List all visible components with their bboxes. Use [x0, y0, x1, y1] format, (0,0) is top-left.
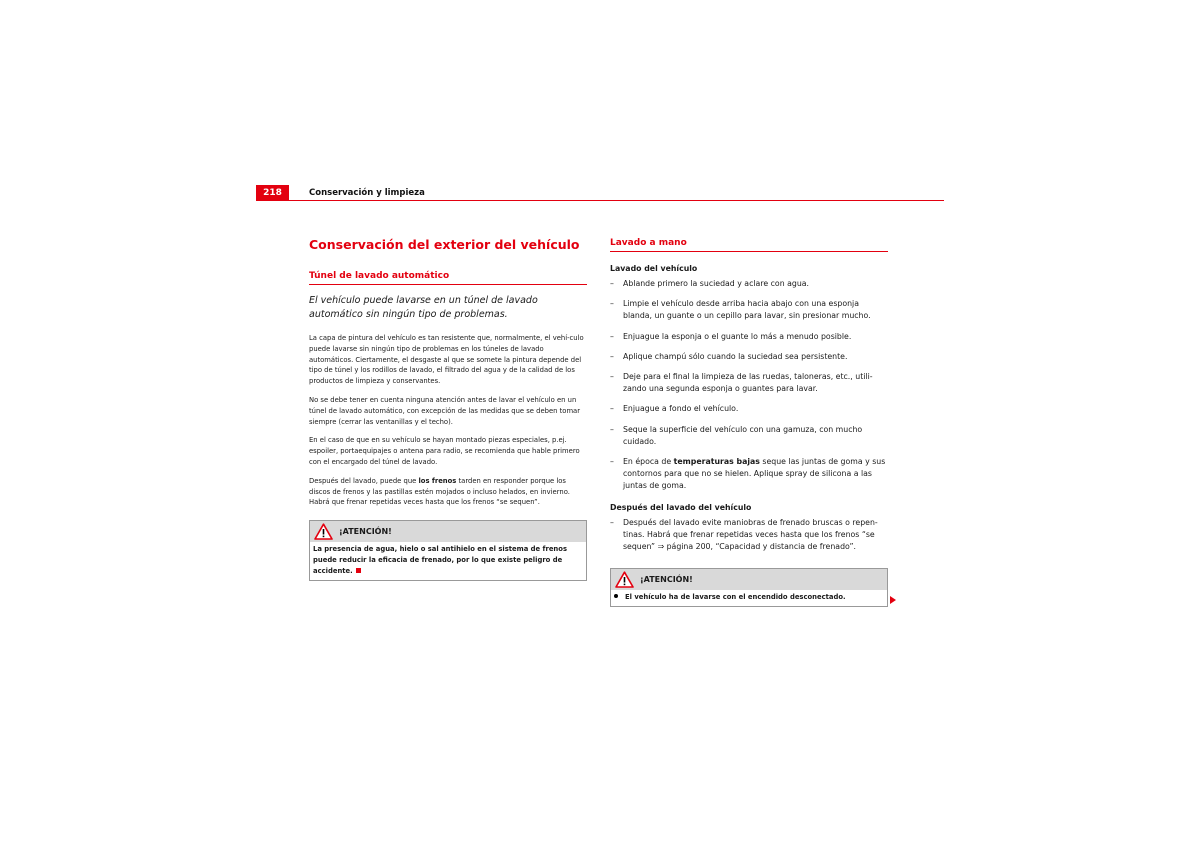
text-run: En época de [623, 457, 674, 467]
list-item: – Seque la superficie del vehículo con una gamuza, con mucho cuidado. [610, 424, 888, 448]
warning-text: La presencia de agua, hielo o sal antihielo en el sistema de frenos puede reducir la eficacia de frenado, por lo que existe peligro de accidente. [313, 545, 567, 576]
warning-box [309, 520, 587, 581]
text-run: Después del lavado, puede que [309, 476, 419, 485]
text-run: seque las juntas de goma y sus contornos para que no se hielen. Aplique spray de silicona a las juntas de goma. [623, 457, 886, 491]
list-item: – Enjuague a fondo el vehículo. [610, 403, 888, 415]
subheading-despues: Después del lavado del vehículo [610, 502, 752, 512]
list-item [610, 456, 888, 493]
warning-triangle-icon [615, 571, 634, 588]
list-item: – Deje para el final la limpieza de las ruedas, taloneras, etc., utili-zando una segunda esponja o guantes para lavar. [610, 371, 888, 395]
paragraph: No se debe tener en cuenta ninguna atención antes de lavar el vehículo en un túnel de lavado automático, con excepción de las medidas que se deben tomar siempre (cerrar las ventanillas y el techo). [309, 395, 581, 426]
paragraph-brakes [309, 476, 587, 508]
warning-body [310, 542, 586, 580]
paragraph: La capa de pintura del vehículo es tan resistente que, normalmente, el vehí-culo puede lavarse sin ningún tipo de problemas en los túneles de lavado automáticos. Ciertamente, el desgaste al que se somete la pintura depende del tipo de túnel y los rodillos de lavado, el filtrado del agua y de la calidad de los productos de limpieza y conservantes. [309, 334, 584, 386]
chapter-title: Conservación del exterior del vehículo [309, 237, 580, 252]
warning-title: ¡ATENCIÓN! [339, 527, 392, 537]
left-column [309, 232, 587, 581]
warning-box [610, 568, 888, 607]
list-item: – Después del lavado evite maniobras de frenado bruscas o repen-tinas. Habrá que frenar repetidas veces hasta que los frenos “se sequen” ⇒ página 200, “Capacidad y distancia de frenado”. [610, 517, 888, 554]
header-rule [256, 200, 944, 201]
list-item: – Ablande primero la suciedad y aclare con agua. [610, 278, 888, 290]
after-wash-list [610, 517, 888, 554]
end-square-icon [356, 568, 361, 573]
steps-list [610, 278, 888, 493]
warning-title: ¡ATENCIÓN! [640, 575, 693, 585]
running-header: Conservación y limpieza [309, 188, 425, 198]
next-page-arrow-icon [890, 596, 896, 604]
subheading-lavado: Lavado del vehículo [610, 264, 698, 273]
text-run: tarden en responder porque los discos de frenos y las pastillas estén mojados o incluso helados, en invierno. Habrá que frenar repetidas veces hasta que los frenos “se sequen”. [309, 476, 570, 507]
intro-text: El vehículo puede lavarse en un túnel de lavado automático sin ningún tipo de problemas. [309, 295, 538, 320]
paragraph: En el caso de que en su vehículo se hayan montado piezas especiales, p.ej. espoiler, portaequipajes o antena para radio, se recomienda que hable primero con el encargado del túnel de lavado. [309, 436, 580, 466]
list-item: – Enjuague la esponja o el guante lo más a menudo posible. [610, 331, 888, 343]
list-item: – Limpie el vehículo desde arriba hacia abajo con una esponja blanda, un guante o un cepillo para lavar, sin presionar mucho. [610, 298, 888, 322]
bold-text: temperaturas bajas [673, 457, 760, 467]
warning-body [611, 590, 887, 606]
right-column [610, 232, 888, 607]
list-item: – Aplique champú sólo cuando la suciedad sea persistente. [610, 351, 888, 363]
section-heading-tunel: Túnel de lavado automático [309, 271, 587, 285]
warning-header [310, 521, 586, 542]
warning-header [611, 569, 887, 590]
warning-text: El vehículo ha de lavarse con el encendido desconectado. [625, 593, 846, 602]
warning-triangle-icon [314, 523, 333, 540]
bold-text: los frenos [418, 476, 457, 485]
bullet-icon [614, 594, 618, 598]
page-number: 218 [256, 185, 289, 201]
section-heading-lavado-a-mano: Lavado a mano [610, 238, 888, 252]
